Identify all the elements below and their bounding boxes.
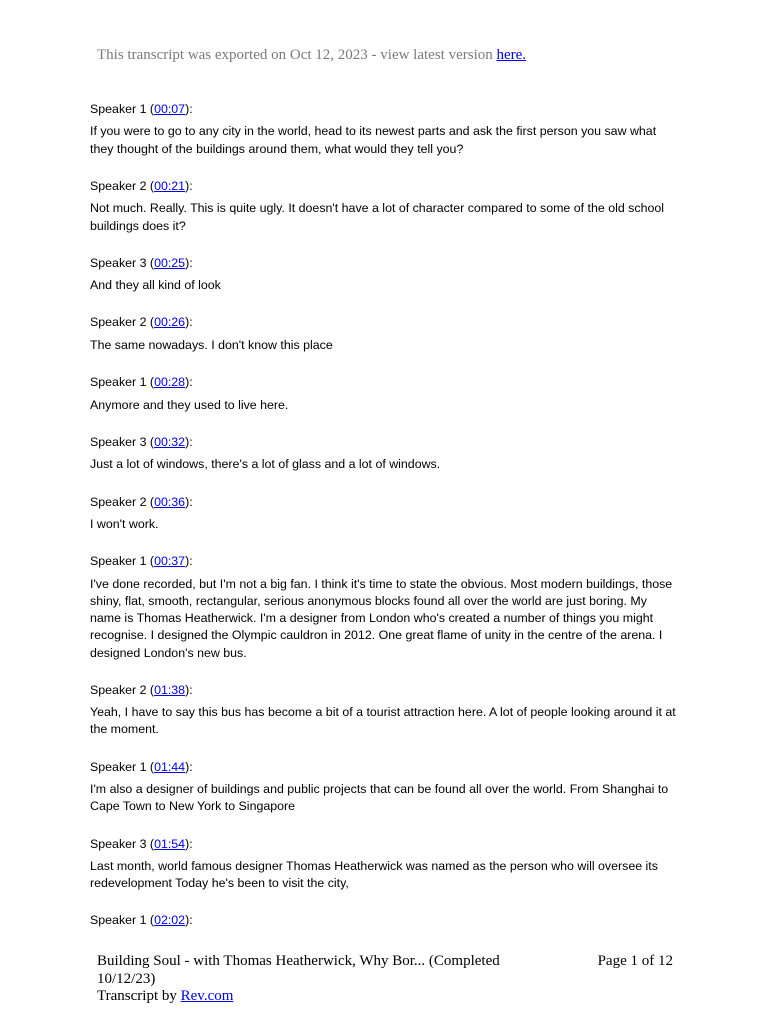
utterance-text: Last month, world famous designer Thomas Heatherwick was named as the person who will oversee its redevelopment Today he's been to visit the city,: [90, 858, 658, 891]
speaker-line: Speaker 2 (01:38):: [90, 682, 193, 697]
speaker-name: Speaker 3: [90, 836, 147, 851]
transcript-entry: [90, 682, 680, 759]
utterance-text: Just a lot of windows, there's a lot of glass and a lot of windows.: [90, 457, 441, 472]
speaker-line: Speaker 3 (00:25):: [90, 255, 193, 270]
transcript-entry: [90, 912, 680, 929]
transcript-entry: [90, 178, 680, 255]
speaker-name: Speaker 3: [90, 255, 147, 270]
page-number: Page 1 of 12: [597, 953, 673, 969]
speaker-name: Speaker 1: [90, 554, 147, 569]
timestamp-link[interactable]: 01:44: [154, 759, 186, 774]
latest-version-link[interactable]: here.: [496, 47, 527, 63]
timestamp-link[interactable]: 00:26: [154, 315, 186, 330]
timestamp-link[interactable]: 00:37: [154, 554, 186, 569]
credit-text: Transcript by: [97, 988, 181, 1004]
utterance-text: I won't work.: [90, 517, 159, 532]
transcript-body: [90, 101, 680, 930]
timestamp-link[interactable]: 01:38: [154, 682, 186, 697]
speaker-name: Speaker 2: [90, 178, 147, 193]
transcript-entry: [90, 434, 680, 494]
transcript-entry: [90, 553, 680, 682]
utterance-text: And they all kind of look: [90, 278, 221, 293]
speaker-line: Speaker 1 (00:07):: [90, 102, 193, 116]
transcript-entry: [90, 255, 680, 315]
transcript-entry: [90, 314, 680, 374]
speaker-line: Speaker 1 (00:37):: [90, 554, 193, 569]
export-notice: [97, 47, 526, 64]
timestamp-link[interactable]: 00:25: [154, 255, 186, 270]
utterance-text: Yeah, I have to say this bus has become a bit of a tourist attraction here. A lot of people looking around it at the moment.: [90, 705, 676, 737]
speaker-line: Speaker 2 (00:21):: [90, 178, 193, 193]
document-title: Building Soul - with Thomas Heatherwick, Why Bor... (Completed 10/12/23): [97, 953, 500, 987]
speaker-line: Speaker 3 (00:32):: [90, 434, 193, 449]
speaker-name: Speaker 1: [90, 102, 147, 116]
utterance-text: Anymore and they used to live here.: [90, 397, 289, 412]
timestamp-link[interactable]: 00:36: [154, 494, 186, 509]
utterance-text: The same nowadays. I don't know this place: [90, 337, 333, 352]
speaker-name: Speaker 3: [90, 434, 147, 449]
transcript-entry: [90, 374, 680, 434]
timestamp-link[interactable]: 00:21: [154, 178, 186, 193]
speaker-name: Speaker 2: [90, 682, 147, 697]
utterance-text: If you were to go to any city in the world, head to its newest parts and ask the first person you saw what they thought of the buildings around them, what would they tell you?: [90, 124, 657, 156]
speaker-line: Speaker 1 (02:02):: [90, 913, 193, 928]
speaker-line: Speaker 2 (00:26):: [90, 315, 193, 330]
transcript-entry: [90, 759, 680, 836]
utterance-text: Not much. Really. This is quite ugly. It doesn't have a lot of character compared to some of the old school buildings does it?: [90, 201, 665, 233]
speaker-line: Speaker 1 (01:44):: [90, 759, 193, 774]
rev-link[interactable]: Rev.com: [180, 988, 234, 1004]
speaker-line: Speaker 3 (01:54):: [90, 836, 193, 851]
speaker-name: Speaker 1: [90, 759, 147, 774]
speaker-name: Speaker 2: [90, 315, 147, 330]
transcript-entry: [90, 836, 680, 913]
timestamp-link[interactable]: 00:07: [154, 102, 186, 116]
speaker-name: Speaker 1: [90, 375, 147, 390]
timestamp-link[interactable]: 02:02: [154, 913, 186, 928]
timestamp-link[interactable]: 00:28: [154, 375, 186, 390]
speaker-name: Speaker 1: [90, 913, 147, 928]
speaker-name: Speaker 2: [90, 494, 147, 509]
export-notice-text: This transcript was exported on Oct 12, 2023 - view latest version: [97, 47, 497, 63]
transcript-credit: [97, 988, 233, 1006]
speaker-line: Speaker 2 (00:36):: [90, 494, 193, 509]
speaker-line: Speaker 1 (00:28):: [90, 375, 193, 390]
transcript-entry: [90, 101, 680, 178]
timestamp-link[interactable]: 00:32: [154, 434, 186, 449]
utterance-text: I'm also a designer of buildings and public projects that can be found all over the world. From Shanghai to Cape Town to New York to Singapore: [90, 782, 669, 814]
utterance-text: I've done recorded, but I'm not a big fan. I think it's time to state the obvious. Most modern buildings, those shiny, flat, smooth, rectangular, serious anonymous blocks found all over the world are just boring. My name is Thomas Heatherwick. I'm a designer from London who's created a number of things you might recognise. I designed the Olympic cauldron in 2012. One great flame of unity in the centre of the arena. I designed London's new bus.: [90, 576, 673, 660]
timestamp-link[interactable]: 01:54: [154, 836, 186, 851]
transcript-entry: [90, 494, 680, 554]
